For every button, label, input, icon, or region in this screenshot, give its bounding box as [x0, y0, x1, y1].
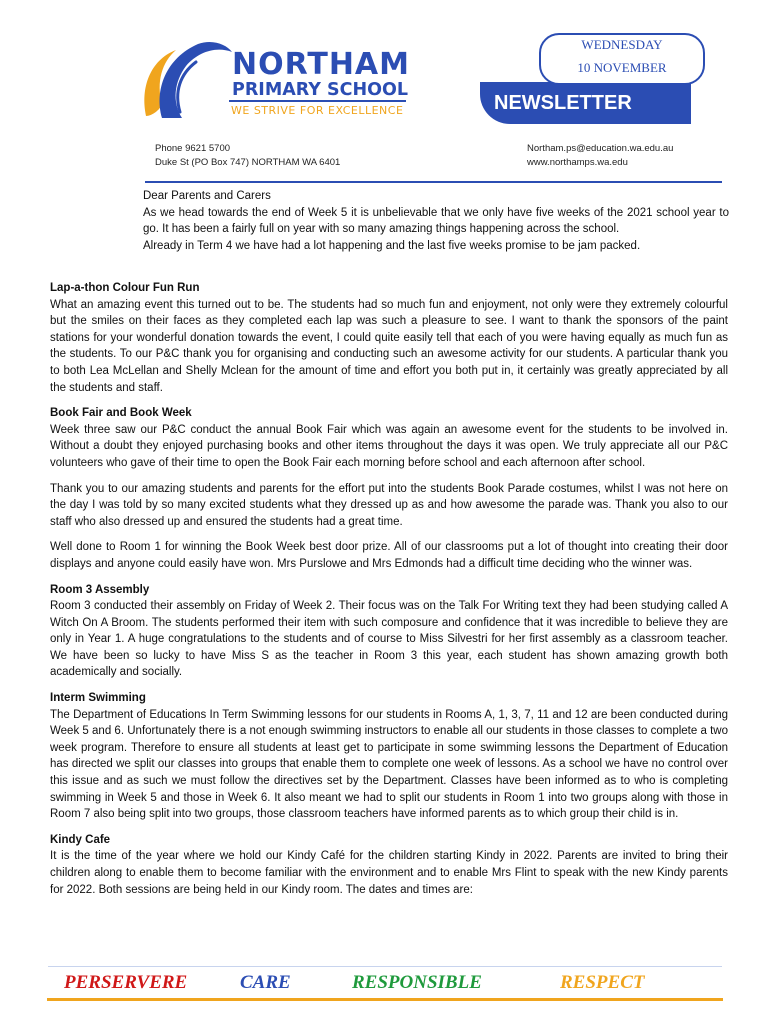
- section-heading: Room 3 Assembly: [50, 583, 150, 596]
- section-heading: Lap-a-thon Colour Fun Run: [50, 282, 200, 294]
- section-lap-a-thon: [50, 280, 728, 396]
- section-paragraph: Thank you to our amazing students and parents for the effort put into the students Book Parade costumes, whilst I was not here on the day I was told by so many excited students what they dressed up as and how awesome the parade was. Thank you also to our staff who also dressed up and ensured the students had a great time.: [50, 482, 728, 528]
- school-values: [0, 972, 770, 996]
- section-paragraph: The Department of Educations In Term Swimming lessons for our students in Rooms A, 1, 3, 7, 11 and 12 are been conducted during Week 5 and 6. Unfortunately there is a not enough swimming instructors to enable all our students in those classes to complete a two week program. Therefore to ensure all students at least get to participate in some swimming lessons the Department of Education has directed we split our classes into groups that enable them to complete one week of lessons. As a school we have no control over this issue and as such we must follow the directives set by the Department. Classes have been informed as to who is completing swimming in Week 5 and those in Week 6. It also meant we had to split our students in Room 1 into two groups along with those in Room 7 also being split into two groups, those classroom teachers have informed parents as to which group their child is in.: [50, 708, 728, 821]
- value-responsible: RESPONSIBLE: [352, 972, 482, 993]
- section-kindy-cafe: [50, 832, 728, 898]
- contact-right: [527, 142, 673, 170]
- date-day: WEDNESDAY: [581, 37, 663, 52]
- section-heading: Interm Swimming: [50, 692, 146, 705]
- section-book-fair: [50, 405, 728, 572]
- phone-number: Phone 9621 5700: [155, 143, 231, 154]
- email-address[interactable]: Northam.ps@education.wa.edu.au: [527, 143, 674, 154]
- section-paragraph: Week three saw our P&C conduct the annual Book Fair which was again an awesome event for the students to be involved in. Without a doubt they enjoyed purchasing books and other items throughout the days it was open. We truly appreciate all our P&C volunteers who gave of their time to open the Book Fair each morning before school and each afternoon after school.: [50, 423, 728, 469]
- value-respect: RESPECT: [560, 972, 645, 993]
- header-divider: [145, 181, 722, 183]
- footer-accent-bar: [47, 998, 723, 1001]
- school-name: NORTHAM: [232, 47, 411, 82]
- newsletter-body: [50, 280, 728, 907]
- section-paragraph: What an amazing event this turned out to be. The students had so much fun and enjoyment, not only were they extremely colourful but the smiles on their faces as they completed each lap was such a pleasure to see. I want to thank the sponsors of the paint stations for your wonderful donation towards the event, I could quite easily tell that each of you were having equally as much fun as the students. To our P&C thank you for organising and conducting such an awesome activity for our students. A particular thank you to both Lea McLellan and Shelly Mclean for the amount of time and effort you both put in, it certainly was greatly appreciated by all the students and staff.: [50, 298, 728, 394]
- section-paragraph: Well done to Room 1 for winning the Book Week best door prize. All of our classrooms put a lot of thought into creating their door displays and anyone could easily have won. Mrs Purslowe and Mrs Edmonds had a difficult time deciding who the winner was.: [50, 541, 728, 570]
- section-paragraph: Room 3 conducted their assembly on Friday of Week 2. Their focus was on the Talk For Writing text they had been studying called A Witch On A Broom. The students performed their item with such composure and confidence that it was incredible to believe they are only in Year 1. A huge congratulations to the students and of course to Miss Silvestri for her first assembly as a classroom teacher. We have been so lucky to have Miss S as the teacher in Room 3 this year, each student has shown amazing growth both academically and socially.: [50, 600, 728, 679]
- section-heading: Kindy Cafe: [50, 833, 111, 846]
- intro-paragraph: As we head towards the end of Week 5 it is unbelievable that we only have five weeks of the 2021 school year to go. It has been a fairly full on year with so many amazing things happening across the school.: [143, 206, 729, 235]
- salutation: Dear Parents and Carers: [143, 190, 271, 202]
- section-paragraph: It is the time of the year where we hold our Kindy Café for the children starting Kindy in 2022. Parents are invited to bring their children along to enable them to become familiar with the environment and to enable Mrs Flint to speak with the new Kindy parents for 2022. Both sessions are being held in our Kindy room. The dates and times are:: [50, 850, 728, 896]
- contact-left: [155, 142, 340, 170]
- date-badge: [539, 33, 705, 85]
- section-interm-swimming: [50, 690, 728, 823]
- value-care: CARE: [240, 972, 291, 993]
- section-room-3-assembly: [50, 582, 728, 682]
- date-value: 10 NOVEMBER: [577, 60, 667, 75]
- intro-paragraph: Already in Term 4 we have had a lot happening and the last five weeks promise to be jam packed.: [143, 239, 641, 252]
- school-logo: [136, 38, 236, 124]
- intro-section: [143, 188, 729, 254]
- section-heading: Book Fair and Book Week: [50, 407, 192, 420]
- website-url[interactable]: www.northamps.wa.edu: [527, 157, 628, 168]
- value-perservere: PERSERVERE: [64, 972, 188, 993]
- school-subtitle: PRIMARY SCHOOL: [232, 80, 409, 100]
- newsletter-banner: NEWSLETTER: [480, 82, 691, 124]
- footer-divider: [48, 966, 722, 967]
- postal-address: Duke St (PO Box 747) NORTHAM WA 6401: [155, 157, 341, 168]
- school-motto: WE STRIVE FOR EXCELLENCE: [229, 100, 406, 120]
